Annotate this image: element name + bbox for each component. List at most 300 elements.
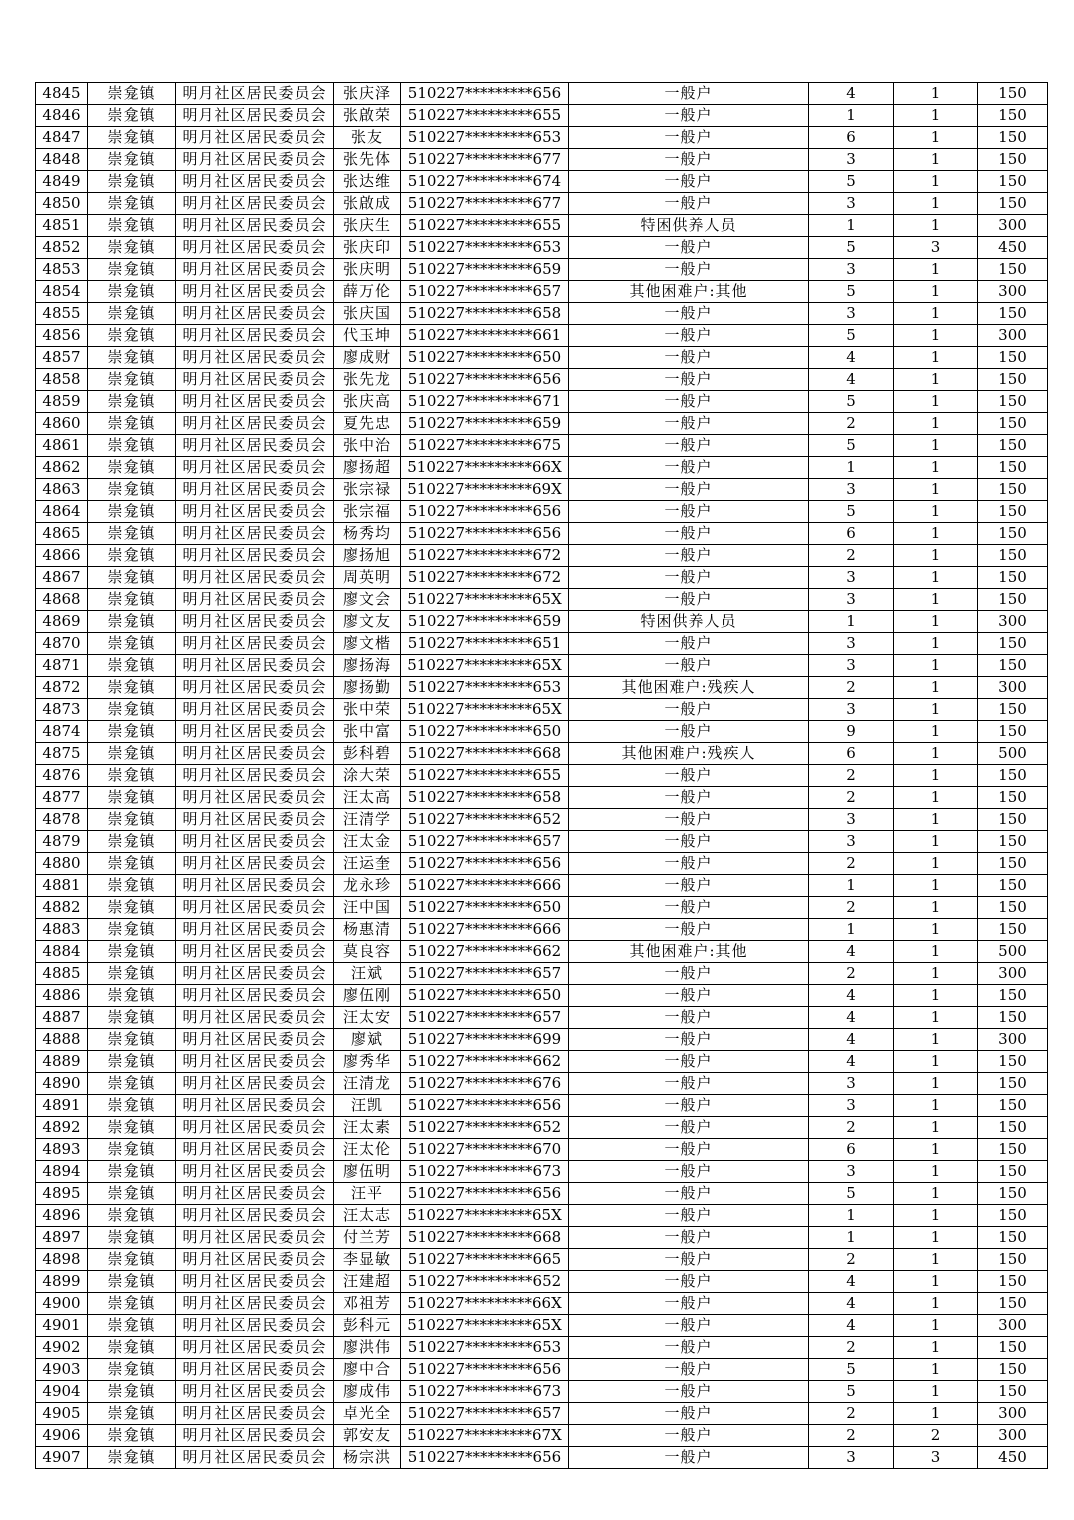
- cell-town: 崇龛镇: [88, 83, 176, 105]
- cell-family-size: 1: [809, 105, 894, 127]
- cell-household-type: 一般户: [569, 237, 809, 259]
- table-row: [36, 1095, 1048, 1117]
- cell-aid-count: 1: [894, 963, 978, 985]
- cell-aid-count: 1: [894, 941, 978, 963]
- cell-aid-count: 1: [894, 831, 978, 853]
- cell-id-number: 510227*********656: [401, 501, 569, 523]
- cell-town: 崇龛镇: [88, 1447, 176, 1469]
- cell-household-type: 一般户: [569, 897, 809, 919]
- cell-household-type: 一般户: [569, 127, 809, 149]
- cell-community: 明月社区居民委员会: [176, 1117, 334, 1139]
- cell-town: 崇龛镇: [88, 479, 176, 501]
- cell-amount: 150: [978, 853, 1048, 875]
- cell-id-number: 510227*********65X: [401, 1315, 569, 1337]
- cell-town: 崇龛镇: [88, 1403, 176, 1425]
- cell-town: 崇龛镇: [88, 1359, 176, 1381]
- cell-household-type: 一般户: [569, 545, 809, 567]
- cell-aid-count: 1: [894, 457, 978, 479]
- cell-household-type: 一般户: [569, 1183, 809, 1205]
- cell-family-size: 3: [809, 831, 894, 853]
- cell-amount: 150: [978, 985, 1048, 1007]
- cell-name: 张庆高: [334, 391, 401, 413]
- cell-family-size: 2: [809, 765, 894, 787]
- cell-community: 明月社区居民委员会: [176, 985, 334, 1007]
- cell-community: 明月社区居民委员会: [176, 1425, 334, 1447]
- cell-community: 明月社区居民委员会: [176, 633, 334, 655]
- cell-aid-count: 1: [894, 1029, 978, 1051]
- cell-row-number: 4871: [36, 655, 88, 677]
- cell-community: 明月社区居民委员会: [176, 589, 334, 611]
- cell-aid-count: 2: [894, 1425, 978, 1447]
- cell-town: 崇龛镇: [88, 787, 176, 809]
- cell-family-size: 1: [809, 875, 894, 897]
- cell-id-number: 510227*********672: [401, 545, 569, 567]
- cell-row-number: 4903: [36, 1359, 88, 1381]
- cell-aid-count: 1: [894, 611, 978, 633]
- cell-id-number: 510227*********668: [401, 1227, 569, 1249]
- cell-row-number: 4845: [36, 83, 88, 105]
- cell-family-size: 3: [809, 1447, 894, 1469]
- cell-family-size: 4: [809, 83, 894, 105]
- cell-aid-count: 1: [894, 347, 978, 369]
- cell-amount: 150: [978, 699, 1048, 721]
- cell-town: 崇龛镇: [88, 259, 176, 281]
- table-row: [36, 567, 1048, 589]
- cell-name: 廖中合: [334, 1359, 401, 1381]
- cell-community: 明月社区居民委员会: [176, 501, 334, 523]
- table-row: [36, 589, 1048, 611]
- cell-amount: 150: [978, 875, 1048, 897]
- cell-town: 崇龛镇: [88, 281, 176, 303]
- cell-household-type: 一般户: [569, 1315, 809, 1337]
- cell-row-number: 4895: [36, 1183, 88, 1205]
- cell-amount: 150: [978, 523, 1048, 545]
- cell-id-number: 510227*********653: [401, 677, 569, 699]
- cell-name: 汪清龙: [334, 1073, 401, 1095]
- cell-id-number: 510227*********662: [401, 1051, 569, 1073]
- cell-family-size: 6: [809, 523, 894, 545]
- cell-row-number: 4847: [36, 127, 88, 149]
- cell-aid-count: 1: [894, 1227, 978, 1249]
- cell-community: 明月社区居民委员会: [176, 347, 334, 369]
- table-row: [36, 1161, 1048, 1183]
- cell-community: 明月社区居民委员会: [176, 1337, 334, 1359]
- cell-household-type: 一般户: [569, 105, 809, 127]
- cell-id-number: 510227*********652: [401, 809, 569, 831]
- cell-row-number: 4846: [36, 105, 88, 127]
- cell-community: 明月社区居民委员会: [176, 171, 334, 193]
- cell-aid-count: 1: [894, 149, 978, 171]
- cell-town: 崇龛镇: [88, 919, 176, 941]
- cell-town: 崇龛镇: [88, 105, 176, 127]
- cell-amount: 150: [978, 303, 1048, 325]
- cell-family-size: 3: [809, 699, 894, 721]
- table-row: [36, 699, 1048, 721]
- table-row: [36, 325, 1048, 347]
- cell-row-number: 4861: [36, 435, 88, 457]
- cell-amount: 150: [978, 765, 1048, 787]
- cell-family-size: 4: [809, 369, 894, 391]
- cell-family-size: 5: [809, 1359, 894, 1381]
- table-row: [36, 875, 1048, 897]
- cell-town: 崇龛镇: [88, 545, 176, 567]
- cell-family-size: 5: [809, 171, 894, 193]
- cell-household-type: 一般户: [569, 523, 809, 545]
- table-row: [36, 171, 1048, 193]
- cell-family-size: 3: [809, 149, 894, 171]
- cell-id-number: 510227*********652: [401, 1271, 569, 1293]
- cell-amount: 150: [978, 655, 1048, 677]
- cell-family-size: 4: [809, 1007, 894, 1029]
- cell-row-number: 4875: [36, 743, 88, 765]
- cell-town: 崇龛镇: [88, 897, 176, 919]
- cell-aid-count: 1: [894, 1007, 978, 1029]
- cell-amount: 150: [978, 479, 1048, 501]
- cell-town: 崇龛镇: [88, 1337, 176, 1359]
- cell-row-number: 4870: [36, 633, 88, 655]
- cell-id-number: 510227*********659: [401, 413, 569, 435]
- cell-id-number: 510227*********66X: [401, 457, 569, 479]
- cell-community: 明月社区居民委员会: [176, 479, 334, 501]
- cell-community: 明月社区居民委员会: [176, 1161, 334, 1183]
- cell-aid-count: 1: [894, 875, 978, 897]
- cell-town: 崇龛镇: [88, 765, 176, 787]
- table-row: [36, 281, 1048, 303]
- cell-row-number: 4899: [36, 1271, 88, 1293]
- cell-household-type: 一般户: [569, 589, 809, 611]
- cell-household-type: 一般户: [569, 1381, 809, 1403]
- cell-town: 崇龛镇: [88, 369, 176, 391]
- cell-aid-count: 1: [894, 83, 978, 105]
- cell-family-size: 3: [809, 303, 894, 325]
- cell-town: 崇龛镇: [88, 1117, 176, 1139]
- cell-community: 明月社区居民委员会: [176, 303, 334, 325]
- table-row: [36, 347, 1048, 369]
- cell-household-type: 一般户: [569, 633, 809, 655]
- table-row: [36, 83, 1048, 105]
- cell-row-number: 4864: [36, 501, 88, 523]
- cell-row-number: 4893: [36, 1139, 88, 1161]
- cell-community: 明月社区居民委员会: [176, 853, 334, 875]
- table-row: [36, 105, 1048, 127]
- cell-aid-count: 1: [894, 1403, 978, 1425]
- cell-town: 崇龛镇: [88, 1249, 176, 1271]
- cell-community: 明月社区居民委员会: [176, 655, 334, 677]
- cell-aid-count: 1: [894, 171, 978, 193]
- cell-family-size: 4: [809, 1029, 894, 1051]
- cell-town: 崇龛镇: [88, 633, 176, 655]
- table-row: [36, 215, 1048, 237]
- cell-community: 明月社区居民委员会: [176, 1205, 334, 1227]
- cell-household-type: 一般户: [569, 1249, 809, 1271]
- cell-family-size: 1: [809, 215, 894, 237]
- cell-family-size: 1: [809, 1205, 894, 1227]
- cell-family-size: 3: [809, 655, 894, 677]
- cell-household-type: 一般户: [569, 1403, 809, 1425]
- cell-name: 廖文会: [334, 589, 401, 611]
- cell-row-number: 4865: [36, 523, 88, 545]
- cell-aid-count: 1: [894, 259, 978, 281]
- cell-row-number: 4886: [36, 985, 88, 1007]
- cell-aid-count: 1: [894, 655, 978, 677]
- records-table: [35, 82, 1048, 1469]
- cell-name: 廖扬海: [334, 655, 401, 677]
- cell-town: 崇龛镇: [88, 1051, 176, 1073]
- cell-aid-count: 1: [894, 435, 978, 457]
- cell-id-number: 510227*********665: [401, 1249, 569, 1271]
- cell-town: 崇龛镇: [88, 963, 176, 985]
- cell-row-number: 4860: [36, 413, 88, 435]
- cell-amount: 150: [978, 501, 1048, 523]
- cell-row-number: 4855: [36, 303, 88, 325]
- cell-amount: 150: [978, 545, 1048, 567]
- cell-id-number: 510227*********653: [401, 127, 569, 149]
- cell-household-type: 一般户: [569, 1205, 809, 1227]
- cell-town: 崇龛镇: [88, 193, 176, 215]
- cell-household-type: 一般户: [569, 369, 809, 391]
- cell-family-size: 2: [809, 787, 894, 809]
- cell-family-size: 5: [809, 1381, 894, 1403]
- cell-aid-count: 1: [894, 985, 978, 1007]
- cell-household-type: 一般户: [569, 721, 809, 743]
- cell-aid-count: 1: [894, 809, 978, 831]
- cell-amount: 150: [978, 1095, 1048, 1117]
- cell-town: 崇龛镇: [88, 391, 176, 413]
- cell-name: 廖扬超: [334, 457, 401, 479]
- cell-row-number: 4874: [36, 721, 88, 743]
- cell-household-type: 一般户: [569, 325, 809, 347]
- cell-community: 明月社区居民委员会: [176, 1095, 334, 1117]
- cell-name: 汪运奎: [334, 853, 401, 875]
- cell-town: 崇龛镇: [88, 1293, 176, 1315]
- cell-name: 汪清学: [334, 809, 401, 831]
- cell-family-size: 3: [809, 1161, 894, 1183]
- cell-community: 明月社区居民委员会: [176, 1227, 334, 1249]
- table-row: [36, 149, 1048, 171]
- cell-amount: 150: [978, 1359, 1048, 1381]
- cell-id-number: 510227*********657: [401, 963, 569, 985]
- cell-id-number: 510227*********655: [401, 105, 569, 127]
- cell-household-type: 一般户: [569, 479, 809, 501]
- cell-household-type: 一般户: [569, 875, 809, 897]
- cell-name: 杨惠清: [334, 919, 401, 941]
- cell-community: 明月社区居民委员会: [176, 743, 334, 765]
- cell-community: 明月社区居民委员会: [176, 1271, 334, 1293]
- cell-amount: 300: [978, 215, 1048, 237]
- cell-amount: 150: [978, 391, 1048, 413]
- cell-amount: 150: [978, 171, 1048, 193]
- cell-id-number: 510227*********650: [401, 985, 569, 1007]
- cell-amount: 500: [978, 941, 1048, 963]
- cell-row-number: 4867: [36, 567, 88, 589]
- cell-family-size: 4: [809, 1315, 894, 1337]
- cell-id-number: 510227*********656: [401, 523, 569, 545]
- cell-family-size: 5: [809, 237, 894, 259]
- cell-household-type: 一般户: [569, 765, 809, 787]
- cell-town: 崇龛镇: [88, 831, 176, 853]
- cell-amount: 150: [978, 589, 1048, 611]
- cell-town: 崇龛镇: [88, 1227, 176, 1249]
- cell-row-number: 4889: [36, 1051, 88, 1073]
- cell-family-size: 4: [809, 347, 894, 369]
- cell-id-number: 510227*********65X: [401, 1205, 569, 1227]
- cell-household-type: 一般户: [569, 1161, 809, 1183]
- cell-row-number: 4876: [36, 765, 88, 787]
- cell-aid-count: 1: [894, 127, 978, 149]
- cell-community: 明月社区居民委员会: [176, 457, 334, 479]
- cell-family-size: 3: [809, 589, 894, 611]
- cell-community: 明月社区居民委员会: [176, 765, 334, 787]
- cell-id-number: 510227*********652: [401, 1117, 569, 1139]
- cell-name: 张宗禄: [334, 479, 401, 501]
- cell-name: 张先体: [334, 149, 401, 171]
- cell-family-size: 2: [809, 1337, 894, 1359]
- cell-household-type: 一般户: [569, 1117, 809, 1139]
- table-row: [36, 259, 1048, 281]
- cell-household-type: 一般户: [569, 1139, 809, 1161]
- table-row: [36, 1249, 1048, 1271]
- cell-name: 张啟成: [334, 193, 401, 215]
- cell-town: 崇龛镇: [88, 941, 176, 963]
- cell-community: 明月社区居民委员会: [176, 523, 334, 545]
- table-row: [36, 743, 1048, 765]
- cell-community: 明月社区居民委员会: [176, 897, 334, 919]
- cell-row-number: 4849: [36, 171, 88, 193]
- cell-town: 崇龛镇: [88, 1315, 176, 1337]
- cell-community: 明月社区居民委员会: [176, 127, 334, 149]
- cell-row-number: 4880: [36, 853, 88, 875]
- cell-name: 汪中国: [334, 897, 401, 919]
- cell-town: 崇龛镇: [88, 611, 176, 633]
- cell-row-number: 4892: [36, 1117, 88, 1139]
- table-row: [36, 897, 1048, 919]
- table-row: [36, 501, 1048, 523]
- cell-name: 张先龙: [334, 369, 401, 391]
- cell-household-type: 一般户: [569, 1425, 809, 1447]
- cell-id-number: 510227*********670: [401, 1139, 569, 1161]
- cell-aid-count: 1: [894, 215, 978, 237]
- cell-row-number: 4906: [36, 1425, 88, 1447]
- cell-town: 崇龛镇: [88, 413, 176, 435]
- cell-community: 明月社区居民委员会: [176, 919, 334, 941]
- cell-town: 崇龛镇: [88, 743, 176, 765]
- cell-id-number: 510227*********673: [401, 1161, 569, 1183]
- table-row: [36, 941, 1048, 963]
- cell-id-number: 510227*********656: [401, 369, 569, 391]
- cell-community: 明月社区居民委员会: [176, 281, 334, 303]
- cell-household-type: 一般户: [569, 391, 809, 413]
- cell-id-number: 510227*********677: [401, 193, 569, 215]
- cell-family-size: 2: [809, 853, 894, 875]
- cell-row-number: 4887: [36, 1007, 88, 1029]
- cell-row-number: 4853: [36, 259, 88, 281]
- cell-name: 杨宗洪: [334, 1447, 401, 1469]
- table-row: [36, 1205, 1048, 1227]
- cell-name: 汪斌: [334, 963, 401, 985]
- cell-row-number: 4894: [36, 1161, 88, 1183]
- cell-community: 明月社区居民委员会: [176, 677, 334, 699]
- cell-row-number: 4896: [36, 1205, 88, 1227]
- cell-household-type: 其他困难户:其他: [569, 281, 809, 303]
- table-row: [36, 1007, 1048, 1029]
- cell-aid-count: 1: [894, 523, 978, 545]
- cell-family-size: 6: [809, 127, 894, 149]
- cell-family-size: 5: [809, 391, 894, 413]
- cell-household-type: 一般户: [569, 831, 809, 853]
- cell-aid-count: 1: [894, 545, 978, 567]
- cell-row-number: 4905: [36, 1403, 88, 1425]
- cell-amount: 150: [978, 897, 1048, 919]
- cell-id-number: 510227*********656: [401, 1183, 569, 1205]
- cell-amount: 500: [978, 743, 1048, 765]
- cell-town: 崇龛镇: [88, 721, 176, 743]
- cell-household-type: 一般户: [569, 1095, 809, 1117]
- cell-name: 张庆明: [334, 259, 401, 281]
- cell-community: 明月社区居民委员会: [176, 1447, 334, 1469]
- cell-family-size: 2: [809, 897, 894, 919]
- cell-id-number: 510227*********653: [401, 237, 569, 259]
- cell-aid-count: 1: [894, 369, 978, 391]
- cell-row-number: 4891: [36, 1095, 88, 1117]
- cell-community: 明月社区居民委员会: [176, 105, 334, 127]
- cell-family-size: 6: [809, 1139, 894, 1161]
- cell-amount: 150: [978, 1051, 1048, 1073]
- table-row: [36, 457, 1048, 479]
- cell-community: 明月社区居民委员会: [176, 1073, 334, 1095]
- cell-community: 明月社区居民委员会: [176, 1293, 334, 1315]
- cell-aid-count: 1: [894, 105, 978, 127]
- cell-household-type: 一般户: [569, 853, 809, 875]
- cell-family-size: 2: [809, 1425, 894, 1447]
- cell-name: 廖伍刚: [334, 985, 401, 1007]
- cell-id-number: 510227*********650: [401, 721, 569, 743]
- cell-row-number: 4879: [36, 831, 88, 853]
- cell-town: 崇龛镇: [88, 127, 176, 149]
- cell-town: 崇龛镇: [88, 985, 176, 1007]
- cell-community: 明月社区居民委员会: [176, 611, 334, 633]
- cell-row-number: 4866: [36, 545, 88, 567]
- cell-community: 明月社区居民委员会: [176, 83, 334, 105]
- cell-name: 廖文楷: [334, 633, 401, 655]
- cell-row-number: 4904: [36, 1381, 88, 1403]
- cell-amount: 150: [978, 193, 1048, 215]
- cell-town: 崇龛镇: [88, 149, 176, 171]
- cell-amount: 150: [978, 127, 1048, 149]
- cell-id-number: 510227*********656: [401, 1095, 569, 1117]
- cell-community: 明月社区居民委员会: [176, 941, 334, 963]
- cell-aid-count: 1: [894, 1249, 978, 1271]
- cell-family-size: 1: [809, 611, 894, 633]
- cell-family-size: 4: [809, 1271, 894, 1293]
- cell-name: 薛万伦: [334, 281, 401, 303]
- cell-amount: 300: [978, 1029, 1048, 1051]
- cell-amount: 150: [978, 105, 1048, 127]
- cell-community: 明月社区居民委员会: [176, 1315, 334, 1337]
- cell-aid-count: 1: [894, 919, 978, 941]
- cell-row-number: 4862: [36, 457, 88, 479]
- cell-id-number: 510227*********650: [401, 897, 569, 919]
- cell-id-number: 510227*********653: [401, 1337, 569, 1359]
- table-row: [36, 985, 1048, 1007]
- cell-community: 明月社区居民委员会: [176, 809, 334, 831]
- cell-aid-count: 1: [894, 193, 978, 215]
- cell-aid-count: 1: [894, 281, 978, 303]
- table-row: [36, 1315, 1048, 1337]
- cell-household-type: 一般户: [569, 149, 809, 171]
- cell-amount: 150: [978, 83, 1048, 105]
- cell-name: 廖斌: [334, 1029, 401, 1051]
- cell-row-number: 4872: [36, 677, 88, 699]
